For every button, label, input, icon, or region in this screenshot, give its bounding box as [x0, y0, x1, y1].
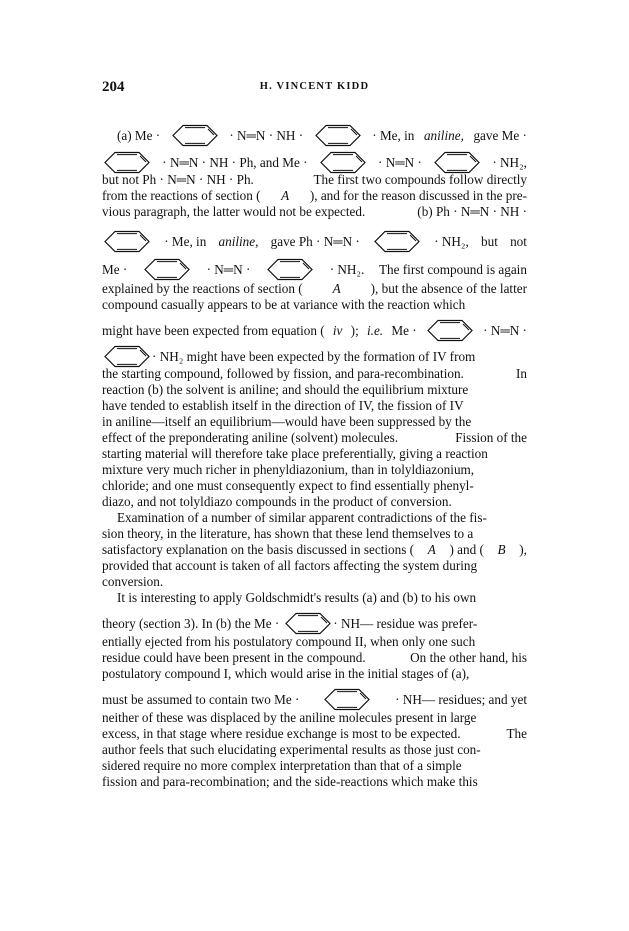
benzene-ring-icon [171, 124, 219, 147]
text-line [102, 382, 527, 397]
text-segment: might have been expected from equation ( [102, 323, 325, 338]
text-segment: gave Me · [473, 128, 527, 143]
text-segment: chloride; and one must consequently expect to find essentially phenyl- [102, 478, 474, 493]
text-segment: · N═N · [378, 155, 422, 170]
text-segment: diazo, and not tolyldiazo compounds in the product of conversion. [102, 494, 452, 509]
text-line [102, 366, 527, 381]
text-segment: in aniline—itself an equilibrium—would have been suppressed by the [102, 414, 472, 429]
text-line [117, 510, 527, 525]
text-segment: postulatory compound I, which would arise in the initial stages of (a), [102, 666, 470, 681]
text-segment: · N═N · NH · [229, 128, 304, 143]
text-line [102, 688, 527, 711]
text-segment: but not Ph · N═N · NH · Ph. [102, 172, 254, 187]
text-segment: Fission of the [455, 430, 527, 445]
benzene-ring-icon [284, 612, 332, 635]
text-segment: sidered require no more complex interpretation than that of a simple [102, 758, 462, 773]
benzene-ring-icon [103, 151, 151, 174]
text-segment: B [497, 542, 506, 557]
text-line [102, 742, 527, 757]
text-line [102, 258, 527, 281]
text-line [102, 345, 527, 368]
text-segment: A [281, 188, 290, 203]
text-segment: neither of these was displaced by the aniline molecules present in large [102, 710, 477, 725]
text-line [102, 758, 527, 773]
text-segment: · N═N · NH · Ph, and Me · [162, 155, 308, 170]
benzene-ring-icon [103, 230, 151, 253]
text-segment: (b) Ph · N═N · NH · [417, 204, 527, 219]
text-line [102, 188, 527, 203]
text-segment: entially ejected from his postulatory compound II, when only one such [102, 634, 476, 649]
text-segment: sion theory, in the literature, has shown that these lend themselves to a [102, 526, 474, 541]
text-line [102, 526, 527, 541]
text-segment: Me · [102, 262, 128, 277]
text-line [102, 414, 527, 429]
page-number: 204 [102, 79, 125, 95]
benzene-ring-icon [433, 151, 481, 174]
text-segment: ), [519, 542, 527, 557]
text-line [102, 666, 527, 681]
benzene-ring-icon [266, 258, 314, 281]
benzene-ring-icon [319, 151, 367, 174]
benzene-ring-icon [323, 688, 371, 711]
text-segment: · NH₂, [492, 155, 527, 170]
text-segment: (a) Me · [117, 128, 161, 143]
text-segment: not [510, 234, 527, 249]
text-segment: · NH— residue was prefer- [333, 616, 478, 631]
text-segment: excess, in that stage where residue exchange is most to be expected. [102, 726, 461, 741]
text-line [102, 726, 527, 741]
text-line [102, 230, 527, 253]
benzene-ring-icon [373, 230, 421, 253]
text-line [102, 319, 527, 342]
benzene-ring-icon [314, 124, 362, 147]
text-segment: explained by the reactions of section ( [102, 281, 303, 296]
text-segment: Examination of a number of similar apparent contradictions of the fis- [117, 510, 487, 525]
text-line [102, 650, 527, 665]
text-line [102, 297, 527, 312]
text-line [102, 151, 527, 174]
text-segment: have tended to establish itself in the direction of IV, the fission of IV [102, 398, 464, 413]
text-segment: · N═N · [483, 323, 527, 338]
text-segment: A [427, 542, 436, 557]
text-line [102, 574, 527, 589]
text-segment: · N═N · [206, 262, 251, 277]
text-segment: mixture very much richer in phenyldiazonium, than in tolyldiazonium, [102, 462, 475, 477]
text-segment: from the reactions of section ( [102, 188, 261, 203]
text-line [102, 281, 527, 296]
benzene-ring-icon [103, 345, 151, 368]
text-line [117, 590, 527, 605]
benzene-ring-icon [426, 319, 474, 342]
text-segment: The first two compounds follow directly [313, 172, 527, 187]
text-segment: satisfactory explanation on the basis discussed in sections ( [102, 542, 415, 557]
text-line [102, 446, 527, 461]
text-segment: effect of the preponderating aniline (solvent) molecules. [102, 430, 398, 445]
text-line [102, 558, 527, 573]
text-line [102, 398, 527, 413]
text-segment: the starting compound, followed by fission, and para-recombination. [102, 366, 464, 381]
text-line [102, 634, 527, 649]
text-line [102, 710, 527, 725]
text-line [102, 462, 527, 477]
text-line [102, 478, 527, 493]
text-line [102, 172, 527, 187]
text-segment: On the other hand, his [410, 650, 527, 665]
text-segment: Me · [391, 323, 417, 338]
text-segment: · Me, in [372, 128, 415, 143]
text-line [102, 204, 527, 219]
text-segment: aniline, [423, 128, 464, 143]
text-segment: conversion. [102, 574, 164, 589]
text-segment: fission and para-recombination; and the side-reactions which make this [102, 774, 478, 789]
text-segment: theory (section 3). In (b) the Me · [102, 616, 280, 631]
text-segment: In [516, 366, 527, 381]
text-segment: i.e. [366, 323, 384, 338]
text-segment: · NH₂ might have been expected by the formation of IV from [152, 349, 476, 364]
text-segment: starting material will therefore take place preferentially, giving a reaction [102, 446, 488, 461]
running-head: H. VINCENT KIDD [259, 81, 370, 92]
text-segment: provided that account is taken of all factors affecting the system during [102, 558, 478, 573]
text-segment: · NH₂. [329, 262, 365, 277]
text-line [102, 612, 527, 635]
text-line [102, 430, 527, 445]
text-line [102, 542, 527, 557]
text-segment: · Me, in [164, 234, 207, 249]
text-line [102, 494, 527, 509]
text-segment: aniline, [218, 234, 259, 249]
text-segment: reaction (b) the solvent is aniline; and should the equilibrium mixture [102, 382, 469, 397]
text-line [117, 124, 527, 147]
text-segment: It is interesting to apply Goldschmidt's results (a) and (b) to his own [117, 590, 477, 605]
text-segment: but [481, 234, 498, 249]
text-segment: · NH— residues; and yet [395, 692, 527, 707]
text-segment: must be assumed to contain two Me · [102, 692, 300, 707]
text-segment: ) and ( [449, 542, 484, 557]
text-segment: The first compound is again [378, 262, 527, 277]
text-segment: ); [350, 323, 359, 338]
text-line [102, 774, 527, 789]
text-segment: ), and for the reason discussed in the pre- [309, 188, 527, 203]
text-segment: gave Ph · N═N · [270, 234, 360, 249]
text-segment: · NH₂, [434, 234, 469, 249]
text-segment: author feels that such elucidating experimental results as those just con- [102, 742, 481, 757]
text-segment: ), but the absence of the latter [370, 281, 527, 296]
text-segment: residue could have been present in the compound. [102, 650, 366, 665]
text-segment: vious paragraph, the latter would not be expected. [102, 204, 366, 219]
text-segment: The [506, 726, 527, 741]
text-segment: compound casually appears to be at variance with the reaction which [102, 297, 466, 312]
text-segment: iv [332, 323, 343, 338]
text-segment: A [332, 281, 341, 296]
benzene-ring-icon [143, 258, 191, 281]
